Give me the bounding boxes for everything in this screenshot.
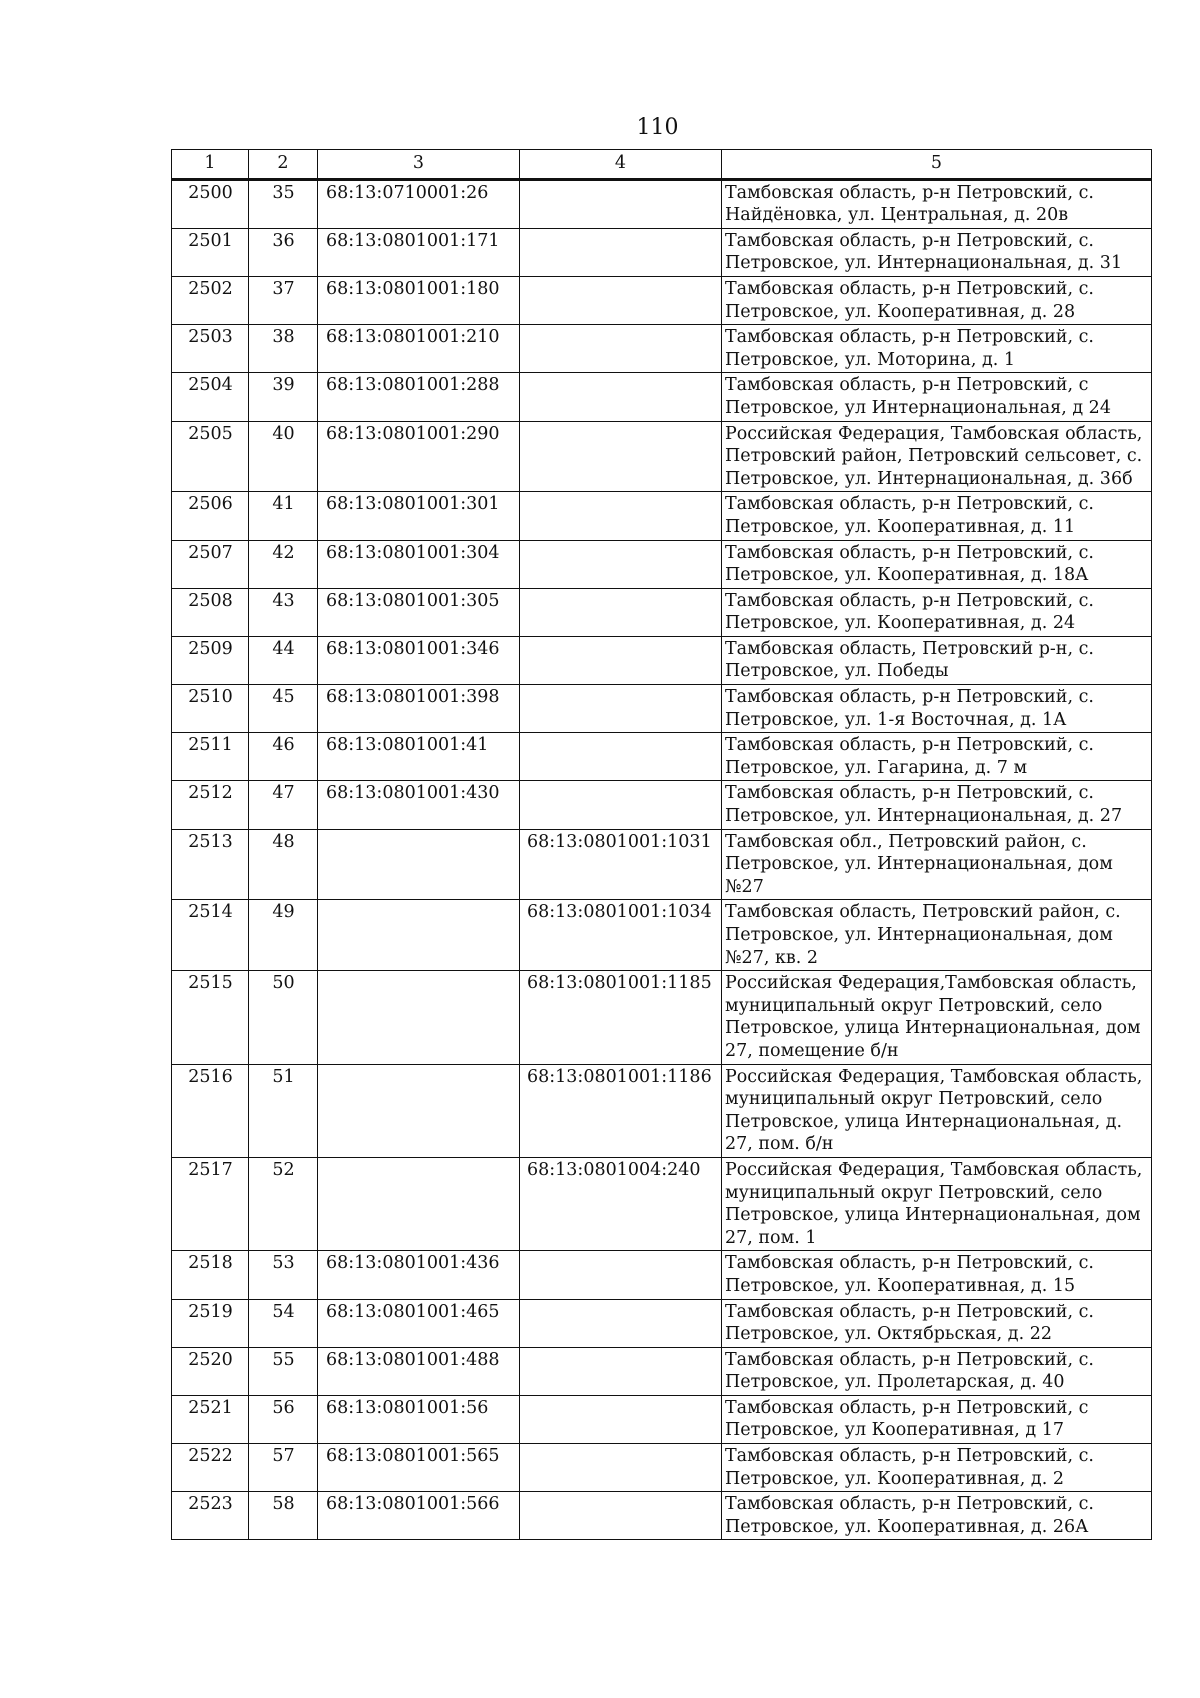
row-index-cell: 2518 [172,1251,249,1299]
item-number-cell: 42 [249,540,318,588]
row-index-cell: 2519 [172,1299,249,1347]
address-cell: Тамбовская область, р-н Петровский, с. Найдёновка, ул. Центральная, д. 20в [722,179,1152,228]
table-row [172,900,1152,971]
row-index-cell: 2511 [172,733,249,781]
table-row [172,228,1152,276]
row-index-cell: 2501 [172,228,249,276]
cadastral-number-cell [318,1064,520,1157]
room-cadastral-number-cell [520,1347,722,1395]
cadastral-number-cell: 68:13:0801001:290 [318,421,520,492]
item-number-cell: 53 [249,1251,318,1299]
item-number-cell: 39 [249,373,318,421]
address-cell: Тамбовская область, р-н Петровский, с. Петровское, ул. Кооперативная, д. 28 [722,276,1152,324]
room-cadastral-number-cell [520,325,722,373]
column-header: 5 [722,150,1152,180]
item-number-cell: 58 [249,1492,318,1540]
table-row [172,492,1152,540]
cadastral-number-cell [318,900,520,971]
item-number-cell: 52 [249,1157,318,1250]
item-number-cell: 56 [249,1395,318,1443]
item-number-cell: 54 [249,1299,318,1347]
cadastral-number-cell: 68:13:0801001:465 [318,1299,520,1347]
page-number: 110 [636,115,679,140]
table-row [172,685,1152,733]
address-cell: Тамбовская область, р-н Петровский, с. Петровское, ул. Кооперативная, д. 26А [722,1492,1152,1540]
row-index-cell: 2521 [172,1395,249,1443]
table-row [172,733,1152,781]
table-row [172,636,1152,684]
address-cell: Тамбовская область, р-н Петровский, с. Петровское, ул. Кооперативная, д. 15 [722,1251,1152,1299]
item-number-cell: 44 [249,636,318,684]
cadastral-number-cell: 68:13:0710001:26 [318,179,520,228]
room-cadastral-number-cell: 68:13:0801001:1186 [520,1064,722,1157]
row-index-cell: 2510 [172,685,249,733]
column-header: 3 [318,150,520,180]
row-index-cell: 2508 [172,588,249,636]
address-cell: Тамбовская область, р-н Петровский, с. Петровское, ул. 1-я Восточная, д. 1А [722,685,1152,733]
cadastral-number-cell: 68:13:0801001:566 [318,1492,520,1540]
table-row [172,373,1152,421]
address-cell: Тамбовская область, р-н Петровский, с. Петровское, ул. Моторина, д. 1 [722,325,1152,373]
address-cell: Российская Федерация, Тамбовская область, муниципальный округ Петровский, село Петровское, улица Интернациональная, дом 27, пом. 1 [722,1157,1152,1250]
room-cadastral-number-cell [520,685,722,733]
row-index-cell: 2513 [172,829,249,900]
room-cadastral-number-cell [520,636,722,684]
table-row [172,1157,1152,1250]
row-index-cell: 2503 [172,325,249,373]
address-cell: Российская Федерация,Тамбовская область, муниципальный округ Петровский, село Петровское, улица Интернациональная, дом 27, помещение б/н [722,971,1152,1064]
item-number-cell: 37 [249,276,318,324]
row-index-cell: 2504 [172,373,249,421]
address-cell: Тамбовская область, р-н Петровский, с. Петровское, ул. Кооперативная, д. 24 [722,588,1152,636]
room-cadastral-number-cell [520,276,722,324]
item-number-cell: 49 [249,900,318,971]
table-row [172,1492,1152,1540]
cadastral-number-cell [318,971,520,1064]
room-cadastral-number-cell [520,1492,722,1540]
room-cadastral-number-cell [520,179,722,228]
table-row [172,1064,1152,1157]
room-cadastral-number-cell: 68:13:0801001:1185 [520,971,722,1064]
table-row [172,179,1152,228]
row-index-cell: 2505 [172,421,249,492]
address-cell: Тамбовская обл., Петровский район, с. Петровское, ул. Интернациональная, дом №27 [722,829,1152,900]
room-cadastral-number-cell [520,1395,722,1443]
room-cadastral-number-cell [520,1251,722,1299]
row-index-cell: 2520 [172,1347,249,1395]
row-index-cell: 2522 [172,1444,249,1492]
item-number-cell: 48 [249,829,318,900]
table-row [172,276,1152,324]
cadastral-number-cell: 68:13:0801001:288 [318,373,520,421]
item-number-cell: 45 [249,685,318,733]
address-cell: Тамбовская область, р-н Петровский, с Петровское, ул Кооперативная, д 17 [722,1395,1152,1443]
table-row [172,1347,1152,1395]
row-index-cell: 2506 [172,492,249,540]
address-cell: Тамбовская область, р-н Петровский, с. Петровское, ул. Кооперативная, д. 11 [722,492,1152,540]
cadastral-number-cell [318,829,520,900]
cadastral-number-cell: 68:13:0801001:346 [318,636,520,684]
column-header: 1 [172,150,249,180]
row-index-cell: 2523 [172,1492,249,1540]
address-cell: Тамбовская область, р-н Петровский, с. Петровское, ул. Октябрьская, д. 22 [722,1299,1152,1347]
cadastral-number-cell: 68:13:0801001:41 [318,733,520,781]
table-row [172,829,1152,900]
row-index-cell: 2507 [172,540,249,588]
address-cell: Тамбовская область, р-н Петровский, с. Петровское, ул. Кооперативная, д. 18А [722,540,1152,588]
address-cell: Тамбовская область, р-н Петровский, с. Петровское, ул. Пролетарская, д. 40 [722,1347,1152,1395]
row-index-cell: 2515 [172,971,249,1064]
cadastral-number-cell [318,1157,520,1250]
item-number-cell: 51 [249,1064,318,1157]
item-number-cell: 35 [249,179,318,228]
table-row [172,1251,1152,1299]
table-row [172,1395,1152,1443]
row-index-cell: 2500 [172,179,249,228]
item-number-cell: 40 [249,421,318,492]
room-cadastral-number-cell [520,733,722,781]
item-number-cell: 41 [249,492,318,540]
table-row [172,781,1152,829]
row-index-cell: 2509 [172,636,249,684]
room-cadastral-number-cell: 68:13:0801001:1034 [520,900,722,971]
item-number-cell: 50 [249,971,318,1064]
row-index-cell: 2514 [172,900,249,971]
address-cell: Тамбовская область, р-н Петровский, с Петровское, ул Интернациональная, д 24 [722,373,1152,421]
row-index-cell: 2516 [172,1064,249,1157]
room-cadastral-number-cell [520,1299,722,1347]
table-row [172,325,1152,373]
room-cadastral-number-cell: 68:13:0801004:240 [520,1157,722,1250]
table-header [172,150,1152,180]
column-header: 4 [520,150,722,180]
header-row [172,150,1152,180]
table-body [172,179,1152,1540]
cadastral-number-cell: 68:13:0801001:56 [318,1395,520,1443]
room-cadastral-number-cell [520,781,722,829]
room-cadastral-number-cell: 68:13:0801001:1031 [520,829,722,900]
item-number-cell: 36 [249,228,318,276]
cadastral-number-cell: 68:13:0801001:436 [318,1251,520,1299]
item-number-cell: 43 [249,588,318,636]
item-number-cell: 55 [249,1347,318,1395]
table-row [172,540,1152,588]
table-row [172,1444,1152,1492]
room-cadastral-number-cell [520,588,722,636]
cadastral-number-cell: 68:13:0801001:565 [318,1444,520,1492]
address-cell: Тамбовская область, Петровский район, с. Петровское, ул. Интернациональная, дом №27, кв. 2 [722,900,1152,971]
table-row [172,1299,1152,1347]
item-number-cell: 47 [249,781,318,829]
item-number-cell: 57 [249,1444,318,1492]
cadastral-number-cell: 68:13:0801001:488 [318,1347,520,1395]
address-cell: Тамбовская область, р-н Петровский, с. Петровское, ул. Интернациональная, д. 31 [722,228,1152,276]
address-cell: Тамбовская область, р-н Петровский, с. Петровское, ул. Интернациональная, д. 27 [722,781,1152,829]
cadastral-number-cell: 68:13:0801001:180 [318,276,520,324]
cadastral-number-cell: 68:13:0801001:301 [318,492,520,540]
cadastral-number-cell: 68:13:0801001:210 [318,325,520,373]
cadastral-number-cell: 68:13:0801001:171 [318,228,520,276]
cadastral-number-cell: 68:13:0801001:305 [318,588,520,636]
room-cadastral-number-cell [520,228,722,276]
room-cadastral-number-cell [520,1444,722,1492]
column-header: 2 [249,150,318,180]
address-cell: Тамбовская область, Петровский р-н, с. Петровское, ул. Победы [722,636,1152,684]
room-cadastral-number-cell [520,492,722,540]
item-number-cell: 38 [249,325,318,373]
address-cell: Тамбовская область, р-н Петровский, с. Петровское, ул. Гагарина, д. 7 м [722,733,1152,781]
registry-table [171,149,1152,1540]
cadastral-number-cell: 68:13:0801001:430 [318,781,520,829]
item-number-cell: 46 [249,733,318,781]
cadastral-number-cell: 68:13:0801001:304 [318,540,520,588]
row-index-cell: 2502 [172,276,249,324]
room-cadastral-number-cell [520,373,722,421]
table-row [172,971,1152,1064]
table-row [172,421,1152,492]
address-cell: Российская Федерация, Тамбовская область, муниципальный округ Петровский, село Петровское, улица Интернациональная, д. 27, пом. б/н [722,1064,1152,1157]
room-cadastral-number-cell [520,540,722,588]
cadastral-number-cell: 68:13:0801001:398 [318,685,520,733]
address-cell: Российская Федерация, Тамбовская область, Петровский район, Петровский сельсовет, с. Петровское, ул. Интернациональная, д. 36б [722,421,1152,492]
room-cadastral-number-cell [520,421,722,492]
address-cell: Тамбовская область, р-н Петровский, с. Петровское, ул. Кооперативная, д. 2 [722,1444,1152,1492]
table-row [172,588,1152,636]
row-index-cell: 2512 [172,781,249,829]
row-index-cell: 2517 [172,1157,249,1250]
